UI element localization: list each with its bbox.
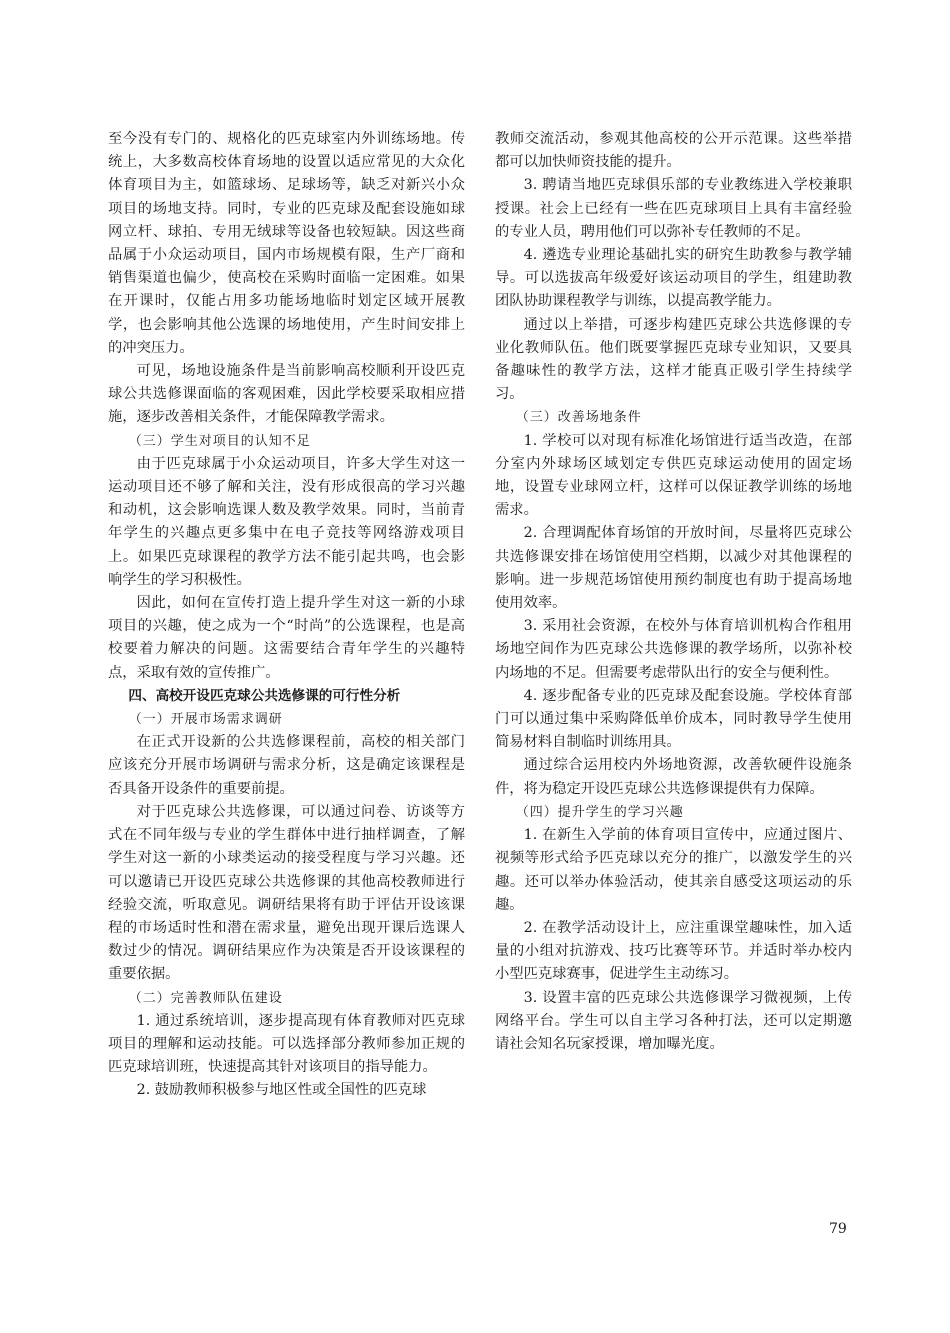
paragraph: 3. 采用社会资源，在校外与体育培训机构合作租用场地空间作为匹克球公共选修课的教学场所，以弥补校内场地的不足。但需要考虑带队出行的安全与便利性。 xyxy=(495,618,852,681)
paragraph: 通过以上举措，可逐步构建匹克球公共选修课的专业化教师队伍。他们既要掌握匹克球专业知识，又要具备趣味性的教学方法，这样才能真正吸引学生持续学习。 xyxy=(495,316,852,403)
subsection-heading: （四）提升学生的学习兴趣 xyxy=(515,804,684,820)
paragraph: 2. 在教学活动设计上，应注重课堂趣味性，加入适量的小组对抗游戏、技巧比赛等环节。并适时举办校内小型匹克球赛事，促进学生主动练习。 xyxy=(495,919,852,983)
paragraph: 因此，如何在宣传打造上提升学生对这一新的小球项目的兴趣，使之成为一个“时尚”的公选课程，也是高校要着力解决的问题。这需要结合青年学生的兴趣特点，采取有效的宣传推广。 xyxy=(108,595,465,681)
paragraph: 1. 在新生入学前的体育项目宣传中，应通过图片、视频等形式给予匹克球以充分的推广，以激发学生的兴趣。还可以举办体验活动，使其亲自感受这项运动的乐趣。 xyxy=(495,827,852,913)
subsection-heading: （二）完善教师队伍建设 xyxy=(128,990,283,1006)
paragraph: 可见，场地设施条件是当前影响高校顺利开设匹克球公共选修课面临的客观困难，因此学校要采取相应措施，逐步改善相关条件，才能保障教学需求。 xyxy=(108,363,465,426)
paragraph: 3. 设置丰富的匹克球公共选修课学习微视频，上传网络平台。学生可以自主学习各种打法，还可以定期邀请社会知名玩家授课，增加曝光度。 xyxy=(495,989,852,1052)
paragraph: 2. 合理调配体育场馆的开放时间，尽量将匹克球公共选修课安排在场馆使用空档期，以减少对其他课程的影响。进一步规范场馆使用预约制度也有助于提高场地使用效率。 xyxy=(495,525,852,612)
paragraph: 4. 逐步配备专业的匹克球及配套设施。学校体育部门可以通过集中采购降低单价成本，同时教导学生使用简易材料自制临时训练用具。 xyxy=(495,687,852,751)
paragraph: 1. 通过系统培训，逐步提高现有体育教师对匹克球项目的理解和运动技能。可以选择部分教师参加正规的匹克球培训班，快速提高其针对该项目的指导能力。 xyxy=(108,1012,465,1076)
paragraph: 通过综合运用校内外场地资源，改善软硬件设施条件，将为稳定开设匹克球公共选修课提供有力保障。 xyxy=(495,757,852,797)
paragraph: 4. 遴选专业理论基础扎实的研究生助教参与教学辅导。可以选拔高年级爱好该运动项目的学生，组建助教团队协助课程教学与训练，以提高教学能力。 xyxy=(495,247,852,310)
subsection-heading: （三）学生对项目的认知不足 xyxy=(128,433,311,449)
paragraph: 3. 聘请当地匹克球俱乐部的专业教练进入学校兼职授课。社会上已经有一些在匹克球项目上具有丰富经验的专业人员，聘用他们可以弥补专任教师的不足。 xyxy=(495,177,852,240)
section-heading: 四、高校开设匹克球公共选修课的可行性分析 xyxy=(128,687,401,704)
paragraph: 1. 学校可以对现有标准化场馆进行适当改造，在部分室内外球场区域划定专供匹克球运动使用的固定场地，设置专业球网立杆，这样可以保证教学训练的场地需求。 xyxy=(495,432,852,519)
subsection-heading: （三）改善场地条件 xyxy=(515,410,642,426)
paragraph: 由于匹克球属于小众运动项目，许多大学生对这一运动项目还不够了解和关注，没有形成很高的学习兴趣和动机，这会影响选课人数及教学效果。同时，当前青年学生的兴趣点更多集中在电子竞技等网络游戏项目上。如果匹克球课程的教学方法不能引起共鸣，也会影响学生的学习积极性。 xyxy=(108,455,465,588)
left-column xyxy=(108,128,465,1103)
paragraph: 至今没有专门的、规格化的匹克球室内外训练场地。传统上，大多数高校体育场地的设置以适应常见的大众化体育项目为主，如篮球场、足球场等，缺乏对新兴小众项目的场地支持。同时，专业的匹克球及配套设施如球网立杆、球拍、专用无绒球等设备也较短缺。因这些商品属于小众运动项目，国内市场规模有限，生产厂商和销售渠道也偏少，使高校在采购时面临一定困难。如果在开课时，仅能占用多功能场地临时划定区域开展教学，也会影响其他公选课的场地使用，产生时间安排上的冲突压力。 xyxy=(108,131,465,356)
right-column xyxy=(495,128,852,1056)
paragraph: 在正式开设新的公共选修课程前，高校的相关部门应该充分开展市场调研与需求分析，这是确定该课程是否具备开设条件的重要前提。 xyxy=(108,734,465,797)
page-number: 79 xyxy=(829,1221,847,1237)
subsection-heading: （一）开展市场需求调研 xyxy=(128,712,283,728)
paragraph: 2. 鼓励教师积极参与地区性或全国性的匹克球 xyxy=(136,1082,427,1099)
paragraph: 教师交流活动，参观其他高校的公开示范课。这些举措都可以加快师资技能的提升。 xyxy=(495,131,852,171)
paragraph: 对于匹克球公共选修课，可以通过问卷、访谈等方式在不同年级与专业的学生群体中进行抽样调查，了解学生对这一新的小球类运动的接受程度与学习兴趣。还可以邀请已开设匹克球公共选修课的其他高校教师进行经验交流，听取意见。调研结果将有助于评估开设该课程的市场适时性和潜在需求量，避免出现开课后选课人数过少的情况。调研结果应作为决策是否开设该课程的重要依据。 xyxy=(108,803,465,983)
